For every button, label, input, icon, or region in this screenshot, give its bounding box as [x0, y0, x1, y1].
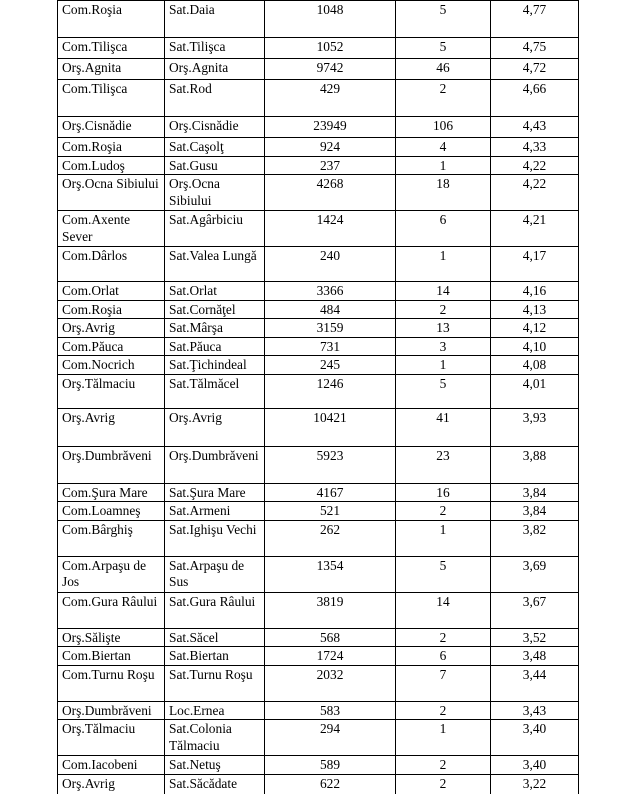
cell-commune: Com.Nocrich [58, 356, 165, 375]
cell-value-3: 4,17 [491, 247, 579, 282]
cell-value-2: 14 [396, 592, 491, 628]
cell-value-3: 3,40 [491, 756, 579, 775]
cell-value-3: 4,21 [491, 211, 579, 247]
cell-value-1: 5923 [265, 446, 396, 483]
cell-value-1: 731 [265, 337, 396, 356]
cell-value-1: 1052 [265, 38, 396, 59]
cell-commune: Com.Bârghiş [58, 520, 165, 556]
cell-village: Sat.Mârşa [165, 319, 265, 338]
table-row [58, 300, 579, 319]
cell-value-2: 5 [396, 374, 491, 408]
cell-value-3: 4,75 [491, 38, 579, 59]
cell-commune: Orş.Avrig [58, 408, 165, 446]
cell-commune: Com.Loamneş [58, 502, 165, 521]
cell-value-2: 3 [396, 337, 491, 356]
cell-value-2: 1 [396, 356, 491, 375]
cell-value-3: 3,48 [491, 647, 579, 666]
cell-village: Orş.Ocna Sibiului [165, 175, 265, 211]
cell-value-3: 3,44 [491, 665, 579, 701]
cell-village: Sat.Arpaşu de Sus [165, 556, 265, 592]
table-row [58, 175, 579, 211]
cell-commune: Com.Turnu Roşu [58, 665, 165, 701]
table-row [58, 592, 579, 628]
table-row [58, 117, 579, 138]
cell-value-2: 106 [396, 117, 491, 138]
cell-value-2: 2 [396, 756, 491, 775]
cell-village: Sat.Armeni [165, 502, 265, 521]
cell-value-3: 3,84 [491, 483, 579, 502]
cell-value-2: 13 [396, 319, 491, 338]
cell-commune: Orş.Agnita [58, 59, 165, 80]
cell-value-1: 1424 [265, 211, 396, 247]
cell-value-3: 4,22 [491, 175, 579, 211]
cell-commune: Orş.Avrig [58, 774, 165, 794]
cell-commune: Orş.Dumbrăveni [58, 701, 165, 720]
cell-commune: Com.Iacobeni [58, 756, 165, 775]
cell-commune: Com.Şura Mare [58, 483, 165, 502]
table-row [58, 483, 579, 502]
cell-value-1: 1354 [265, 556, 396, 592]
cell-village: Sat.Turnu Roşu [165, 665, 265, 701]
cell-value-3: 3,84 [491, 502, 579, 521]
cell-value-1: 237 [265, 156, 396, 175]
cell-village: Sat.Săcădate [165, 774, 265, 794]
cell-village: Sat.Ţichindeal [165, 356, 265, 375]
cell-value-2: 6 [396, 211, 491, 247]
cell-value-1: 294 [265, 720, 396, 756]
cell-value-1: 240 [265, 247, 396, 282]
cell-value-2: 2 [396, 80, 491, 117]
cell-village: Sat.Ighişu Vechi [165, 520, 265, 556]
cell-value-1: 1246 [265, 374, 396, 408]
cell-value-3: 3,93 [491, 408, 579, 446]
cell-village: Sat.Cornăţel [165, 300, 265, 319]
table-row [58, 282, 579, 301]
cell-value-2: 4 [396, 138, 491, 157]
cell-value-3: 4,66 [491, 80, 579, 117]
cell-value-1: 1048 [265, 1, 396, 38]
table-row [58, 628, 579, 647]
cell-village: Orş.Dumbrăveni [165, 446, 265, 483]
cell-commune: Orş.Tălmaciu [58, 720, 165, 756]
cell-commune: Orş.Dumbrăveni [58, 446, 165, 483]
cell-village: Sat.Orlat [165, 282, 265, 301]
cell-value-3: 3,69 [491, 556, 579, 592]
cell-village: Sat.Netuş [165, 756, 265, 775]
cell-value-3: 4,33 [491, 138, 579, 157]
table-row [58, 374, 579, 408]
cell-value-1: 4167 [265, 483, 396, 502]
cell-village: Sat.Săcel [165, 628, 265, 647]
cell-value-3: 3,88 [491, 446, 579, 483]
cell-value-3: 4,01 [491, 374, 579, 408]
cell-value-1: 521 [265, 502, 396, 521]
table-row [58, 502, 579, 521]
cell-value-2: 7 [396, 665, 491, 701]
cell-commune: Orş.Tălmaciu [58, 374, 165, 408]
cell-value-1: 2032 [265, 665, 396, 701]
cell-value-3: 4,12 [491, 319, 579, 338]
locality-data-table [57, 0, 579, 794]
cell-value-1: 589 [265, 756, 396, 775]
table-row [58, 665, 579, 701]
cell-value-2: 1 [396, 156, 491, 175]
cell-value-2: 14 [396, 282, 491, 301]
cell-value-2: 23 [396, 446, 491, 483]
table-row [58, 319, 579, 338]
cell-value-1: 10421 [265, 408, 396, 446]
cell-value-1: 429 [265, 80, 396, 117]
cell-value-2: 2 [396, 701, 491, 720]
cell-village: Sat.Caşolţ [165, 138, 265, 157]
cell-value-1: 3159 [265, 319, 396, 338]
cell-value-3: 3,67 [491, 592, 579, 628]
table-row [58, 80, 579, 117]
cell-village: Sat.Gura Râului [165, 592, 265, 628]
cell-value-3: 3,52 [491, 628, 579, 647]
table-row [58, 701, 579, 720]
cell-value-1: 1724 [265, 647, 396, 666]
cell-village: Orş.Cisnădie [165, 117, 265, 138]
cell-value-3: 4,77 [491, 1, 579, 38]
cell-value-1: 9742 [265, 59, 396, 80]
cell-value-1: 568 [265, 628, 396, 647]
table-row [58, 156, 579, 175]
cell-commune: Com.Roşia [58, 138, 165, 157]
cell-value-2: 5 [396, 556, 491, 592]
cell-village: Sat.Agârbiciu [165, 211, 265, 247]
cell-value-3: 4,43 [491, 117, 579, 138]
cell-value-2: 46 [396, 59, 491, 80]
cell-village: Sat.Colonia Tălmaciu [165, 720, 265, 756]
cell-value-3: 3,22 [491, 774, 579, 794]
cell-commune: Orş.Ocna Sibiului [58, 175, 165, 211]
table-row [58, 720, 579, 756]
cell-value-2: 16 [396, 483, 491, 502]
cell-value-3: 3,40 [491, 720, 579, 756]
table-row [58, 446, 579, 483]
cell-village: Sat.Tălmăcel [165, 374, 265, 408]
table-row [58, 520, 579, 556]
cell-value-2: 5 [396, 38, 491, 59]
cell-value-1: 924 [265, 138, 396, 157]
cell-commune: Com.Arpaşu de Jos [58, 556, 165, 592]
cell-value-1: 622 [265, 774, 396, 794]
cell-value-2: 2 [396, 628, 491, 647]
cell-value-2: 2 [396, 774, 491, 794]
table-row [58, 774, 579, 794]
cell-value-2: 41 [396, 408, 491, 446]
cell-village: Loc.Ernea [165, 701, 265, 720]
cell-value-1: 23949 [265, 117, 396, 138]
cell-commune: Orş.Avrig [58, 319, 165, 338]
table-row [58, 247, 579, 282]
cell-village: Sat.Daia [165, 1, 265, 38]
cell-value-1: 245 [265, 356, 396, 375]
cell-value-3: 4,72 [491, 59, 579, 80]
table-row [58, 38, 579, 59]
table-row [58, 556, 579, 592]
cell-value-2: 1 [396, 720, 491, 756]
table-row [58, 647, 579, 666]
cell-commune: Com.Ludoş [58, 156, 165, 175]
cell-commune: Com.Biertan [58, 647, 165, 666]
cell-value-2: 6 [396, 647, 491, 666]
cell-village: Sat.Biertan [165, 647, 265, 666]
cell-value-2: 2 [396, 502, 491, 521]
table-row [58, 356, 579, 375]
cell-commune: Orş.Cisnădie [58, 117, 165, 138]
table-row [58, 138, 579, 157]
cell-commune: Com.Roşia [58, 300, 165, 319]
cell-village: Sat.Şura Mare [165, 483, 265, 502]
cell-commune: Com.Gura Râului [58, 592, 165, 628]
cell-commune: Com.Dârlos [58, 247, 165, 282]
cell-commune: Com.Tilişca [58, 80, 165, 117]
table-body [58, 1, 579, 794]
cell-village: Sat.Gusu [165, 156, 265, 175]
cell-village: Sat.Păuca [165, 337, 265, 356]
cell-value-2: 18 [396, 175, 491, 211]
cell-commune: Com.Orlat [58, 282, 165, 301]
cell-value-3: 4,13 [491, 300, 579, 319]
cell-commune: Com.Axente Sever [58, 211, 165, 247]
table-row [58, 408, 579, 446]
cell-commune: Orş.Sălişte [58, 628, 165, 647]
cell-value-3: 3,43 [491, 701, 579, 720]
cell-village: Sat.Tilişca [165, 38, 265, 59]
cell-value-1: 3366 [265, 282, 396, 301]
cell-value-2: 5 [396, 1, 491, 38]
cell-value-2: 1 [396, 247, 491, 282]
cell-value-1: 262 [265, 520, 396, 556]
cell-value-3: 4,08 [491, 356, 579, 375]
cell-village: Orş.Agnita [165, 59, 265, 80]
cell-commune: Com.Roşia [58, 1, 165, 38]
cell-value-3: 4,10 [491, 337, 579, 356]
table-row [58, 1, 579, 38]
cell-commune: Com.Păuca [58, 337, 165, 356]
cell-value-1: 583 [265, 701, 396, 720]
cell-value-1: 4268 [265, 175, 396, 211]
table-row [58, 59, 579, 80]
cell-value-2: 2 [396, 300, 491, 319]
cell-value-1: 484 [265, 300, 396, 319]
cell-village: Sat.Valea Lungă [165, 247, 265, 282]
table-row [58, 337, 579, 356]
cell-value-2: 1 [396, 520, 491, 556]
cell-value-3: 4,16 [491, 282, 579, 301]
cell-commune: Com.Tilişca [58, 38, 165, 59]
cell-value-1: 3819 [265, 592, 396, 628]
table-row [58, 756, 579, 775]
cell-village: Sat.Rod [165, 80, 265, 117]
cell-value-3: 4,22 [491, 156, 579, 175]
table-row [58, 211, 579, 247]
cell-value-3: 3,82 [491, 520, 579, 556]
cell-village: Orş.Avrig [165, 408, 265, 446]
